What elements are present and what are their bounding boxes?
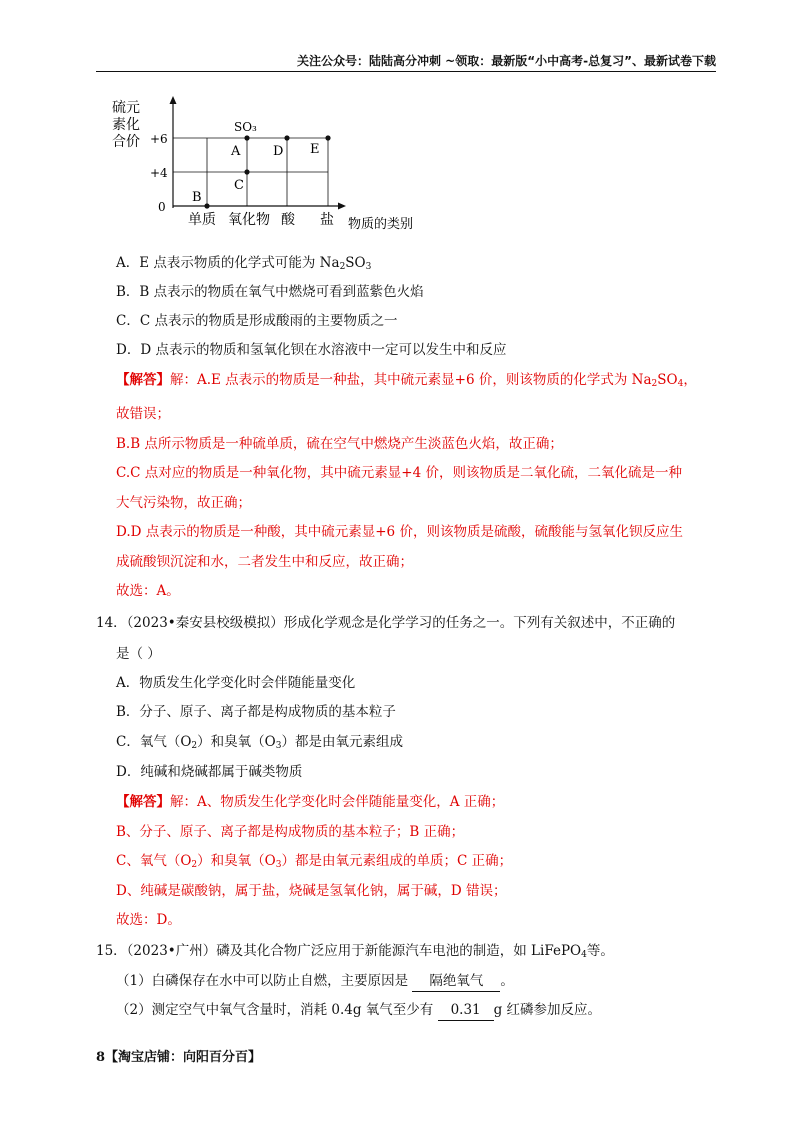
q13-answer-line-8: 故选：A。 — [116, 583, 180, 599]
xtick-acid: 酸 — [281, 212, 295, 228]
q14-stem-line-2: 是（ ） — [116, 646, 161, 662]
label-D: D — [273, 144, 284, 159]
q14-answer-line-2: B、分子、原子、离子都是构成物质的基本粒子；B 正确； — [116, 824, 465, 840]
page-header: 关注公众号：陆陆高分冲刺 ~领取：最新版“小中高考-总复习”、最新试卷下载 — [96, 52, 716, 72]
q14-option-b: B．分子、原子、离子都是构成物质的基本粒子 — [116, 704, 396, 720]
chart-svg — [110, 96, 414, 236]
ylabel-line-1: 硫元 — [112, 100, 140, 116]
ylabel-line-3: 合价 — [112, 134, 140, 150]
q15-blank-1: 隔绝氧气 — [412, 971, 500, 992]
y-axis-arrow — [170, 96, 177, 104]
xtick-oxide: 氧化物 — [228, 212, 270, 228]
q13-answer-line-7: 成硫酸钡沉淀和水，二者发生中和反应，故正确； — [116, 554, 413, 570]
xtick-salt: 盐 — [320, 212, 334, 228]
q15-part-1: （1）白磷保存在水中可以防止自燃，主要原因是 隔绝氧气 。 — [116, 971, 514, 992]
q13-answer-line-5: 大气污染物，故正确； — [116, 495, 251, 511]
point-B — [204, 203, 209, 208]
point-D — [284, 135, 289, 140]
label-C: C — [234, 178, 244, 193]
xlabel: 物质的类别 — [348, 217, 414, 232]
q14-answer-line-4: D、纯碱是碳酸钠，属于盐，烧碱是氢氧化钠，属于碱，D 错误； — [116, 883, 507, 899]
label-B: B — [192, 190, 202, 205]
label-E: E — [310, 142, 320, 157]
q13-answer-line-2: 故错误； — [116, 406, 170, 422]
point-C — [244, 169, 249, 174]
label-SO3: SO₃ — [234, 120, 257, 134]
ytick-plus6: +6 — [150, 132, 168, 146]
label-A: A — [231, 144, 241, 159]
q14-option-d: D．纯碱和烧碱都属于碱类物质 — [116, 764, 303, 780]
page-footer: 8【淘宝店铺：向阳百分百】 — [96, 1050, 262, 1065]
q15-stem: 15．（2023•广州）磷及其化合物广泛应用于新能源汽车电池的制造，如 LiFePO$_4$等。 — [96, 943, 614, 960]
q15-part-2: （2）测定空气中氧气含量时，消耗 0.4g 氧气至少有 0.31 g 红磷参加反应。 — [116, 1000, 601, 1021]
q13-answer-line-3: B.B 点所示物质是一种硫单质，硫在空气中燃烧产生淡蓝色火焰，故正确； — [116, 436, 563, 452]
ylabel-line-2: 素化 — [112, 117, 140, 133]
q14-option-c: C．氧气$(O_2)$和臭氧$(O_3)$都是由氧元素组成 — [116, 734, 403, 751]
xtick-element: 单质 — [188, 212, 216, 228]
x-axis-arrow — [338, 203, 346, 210]
q15-blank-2: 0.31 — [438, 1000, 494, 1021]
q14-option-a: A．物质发生化学变化时会伴随能量变化 — [116, 675, 356, 691]
q14-answer-line-1: 【解答】解：A、物质发生化学变化时会伴随能量变化，A 正确； — [116, 794, 505, 810]
q13-option-d: D．D 点表示的物质和氢氧化钡在水溶液中一定可以发生中和反应 — [116, 342, 507, 358]
q13-option-b: B．B 点表示的物质在氧气中燃烧可看到蓝紫色火焰 — [116, 284, 424, 300]
ytick-plus4: +4 — [150, 166, 168, 180]
q13-answer-line-6: D.D 点表示的物质是一种酸，其中硫元素显+6 价，则该物质是硫酸，硫酸能与氢氧化钡反应生 — [116, 524, 683, 540]
ytick-zero: 0 — [158, 200, 166, 214]
answer-tag: 【解答】 — [116, 372, 170, 388]
q13-answer-line-4: C.C 点对应的物质是一种氧化物，其中硫元素显+4 价，则该物质是二氧化硫，二氧化硫是一种 — [116, 465, 682, 481]
q13-option-a: A．E 点表示物质的化学式可能为 $Na_2SO_3$ — [116, 255, 372, 272]
q13-answer-line-1: 【解答】解：A.E 点表示的物质是一种盐，其中硫元素显+6 价，则该物质的化学式为 $Na_2SO_4$， — [116, 372, 697, 389]
q14-answer-line-3: C、氧气$(O_2)$和臭氧$(O_3)$都是由氧元素组成的单质；C 正确； — [116, 853, 513, 870]
point-E — [325, 135, 330, 140]
answer-tag: 【解答】 — [116, 794, 170, 810]
q14-stem-line-1: 14．（2023•秦安县校级模拟）形成化学观念是化学学习的任务之一。下列有关叙述中，不正确的 — [96, 615, 676, 631]
q13-option-c: C．C 点表示的物质是形成酸雨的主要物质之一 — [116, 313, 398, 329]
q14-answer-line-5: 故选：D。 — [116, 912, 181, 928]
point-A — [244, 135, 249, 140]
valence-class-chart — [110, 96, 414, 236]
